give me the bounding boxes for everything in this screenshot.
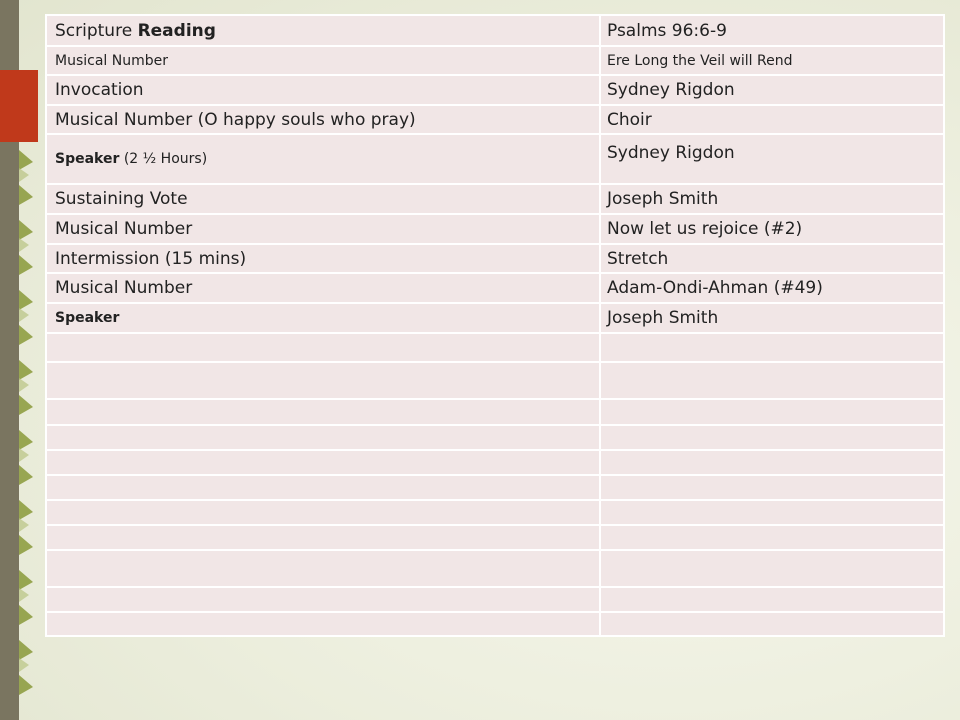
label-bold-text: Speaker xyxy=(55,310,120,326)
empty-cell xyxy=(600,399,944,425)
table-cell-label xyxy=(46,15,600,46)
empty-cell xyxy=(600,450,944,475)
table-cell-label: Sustaining Vote xyxy=(46,184,600,214)
table-row xyxy=(46,184,944,214)
empty-row xyxy=(46,500,944,525)
table-row xyxy=(46,214,944,244)
table-cell-label: Musical Number xyxy=(46,46,600,75)
empty-row xyxy=(46,425,944,450)
empty-cell xyxy=(600,500,944,525)
program-table xyxy=(45,14,945,637)
empty-cell xyxy=(46,425,600,450)
table-cell-value: Now let us rejoice (#2) xyxy=(600,214,944,244)
table-row xyxy=(46,303,944,333)
table-cell-value: Sydney Rigdon xyxy=(600,134,944,184)
empty-cell xyxy=(600,475,944,500)
empty-row xyxy=(46,475,944,500)
empty-cell xyxy=(46,450,600,475)
table-cell-value: Sydney Rigdon xyxy=(600,75,944,105)
table-row xyxy=(46,244,944,273)
empty-cell xyxy=(600,425,944,450)
table-cell-label: Musical Number xyxy=(46,214,600,244)
label-text: (2 ½ Hours) xyxy=(119,151,208,167)
table-cell-value: Stretch xyxy=(600,244,944,273)
empty-cell xyxy=(46,333,600,362)
label-text: Scripture xyxy=(55,20,138,41)
empty-cell xyxy=(46,362,600,399)
empty-row xyxy=(46,399,944,425)
empty-cell xyxy=(46,612,600,636)
empty-row xyxy=(46,333,944,362)
table-row xyxy=(46,75,944,105)
table-cell-label: Musical Number (O happy souls who pray) xyxy=(46,105,600,134)
empty-cell xyxy=(46,475,600,500)
table-cell-label: Musical Number xyxy=(46,273,600,303)
table-cell-label: Intermission (15 mins) xyxy=(46,244,600,273)
table-cell-value: Joseph Smith xyxy=(600,184,944,214)
table-row xyxy=(46,46,944,75)
empty-cell xyxy=(600,612,944,636)
decorative-leaf-pattern xyxy=(19,0,39,720)
empty-cell xyxy=(600,550,944,587)
table-row xyxy=(46,134,944,184)
label-bold-text: Reading xyxy=(137,20,216,41)
table-cell-label xyxy=(46,134,600,184)
empty-cell xyxy=(46,399,600,425)
empty-cell xyxy=(46,500,600,525)
empty-cell xyxy=(600,525,944,550)
empty-cell xyxy=(46,550,600,587)
table-row xyxy=(46,273,944,303)
empty-row xyxy=(46,525,944,550)
empty-row xyxy=(46,550,944,587)
empty-cell xyxy=(46,525,600,550)
label-bold-text: Speaker xyxy=(55,151,120,167)
empty-row xyxy=(46,587,944,612)
empty-row xyxy=(46,362,944,399)
empty-row xyxy=(46,450,944,475)
table-cell-value: Psalms 96:6-9 xyxy=(600,15,944,46)
empty-cell xyxy=(600,587,944,612)
table-cell-value: Joseph Smith xyxy=(600,303,944,333)
table-cell-value: Choir xyxy=(600,105,944,134)
table-cell-value: Ere Long the Veil will Rend xyxy=(600,46,944,75)
table-row xyxy=(46,105,944,134)
empty-row xyxy=(46,612,944,636)
empty-cell xyxy=(600,333,944,362)
empty-cell xyxy=(46,587,600,612)
table-cell-label: Invocation xyxy=(46,75,600,105)
table-cell-label xyxy=(46,303,600,333)
table-row xyxy=(46,15,944,46)
program-table-container xyxy=(45,14,945,637)
table-cell-value: Adam-Ondi-Ahman (#49) xyxy=(600,273,944,303)
empty-cell xyxy=(600,362,944,399)
